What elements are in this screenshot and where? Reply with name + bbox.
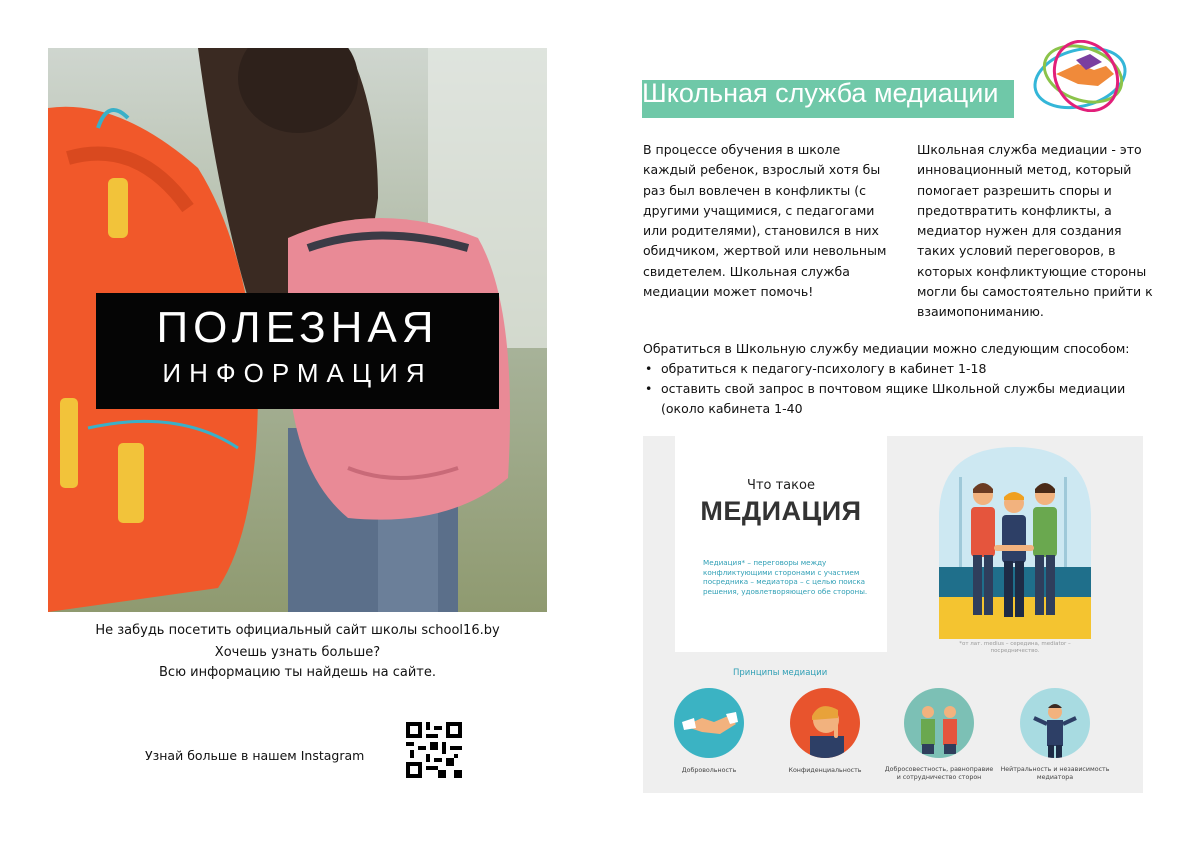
voluntariness-icon	[674, 688, 744, 758]
infographic-title: МЕДИАЦИЯ	[700, 496, 862, 526]
banner-line-1: ПОЛЕЗНАЯ	[156, 303, 439, 352]
page-title: Школьная служба медиации	[642, 78, 999, 108]
infographic-what-is: Что такое	[747, 478, 815, 493]
definition-paragraph: Школьная служба медиации - это инновационный метод, который помогает разрешить споры и предотвратить конфликты, а медиатор нужен для создания таких условий переговоров, в которых конфликтующие стороны могли бы самостоятельно прийти к взаимопониманию.	[917, 142, 1153, 320]
cooperation-icon	[904, 688, 974, 758]
principle-label: Конфиденциальность	[788, 767, 862, 774]
contact-instructions	[643, 339, 1143, 419]
intro-paragraph: В процессе обучения в школе каждый ребенок, взрослый хотя бы раз был вовлечен в конфликты (с другими учащимися, с педагогами или родителями), становился в них обидчиком, жертвой или невольным свидетелем. Школьная служба медиации может помочь!	[643, 142, 887, 300]
site-line-2: Хочешь узнать больше?	[214, 645, 381, 660]
list-item: • оставить свой запрос в почтовом ящике Школьной службы медиации (около кабинета 1-40	[643, 379, 1143, 419]
infographic-footnote: *от лат. medius – середина, mediator – посредничество.	[959, 641, 1071, 654]
neutrality-icon	[1020, 688, 1090, 758]
howto-list	[643, 359, 1143, 419]
principle-label: Нейтральность и независимость медиатора	[1000, 766, 1110, 781]
mediation-scene-illustration	[939, 447, 1091, 639]
infographic-card	[675, 436, 887, 652]
qr-code-icon[interactable]	[406, 722, 462, 778]
banner-line-2: ИНФОРМАЦИЯ	[162, 358, 433, 388]
principles-title: Принципы медиации	[733, 668, 828, 678]
infographic-definition: Медиация* – переговоры между конфликтующими сторонами с участием посредника – медиатора – с целью поиска решения, удовлетворяющего обе стороны.	[703, 558, 868, 596]
principle-label: Добровольность	[681, 767, 737, 774]
list-item: • обратиться к педагогу-психологу в кабинет 1-18	[643, 359, 1143, 379]
confidentiality-icon	[790, 688, 860, 758]
site-line-1: Не забудь посетить официальный сайт школы school16.by	[95, 623, 500, 638]
mediation-logo-icon	[1028, 40, 1132, 112]
principle-label: Добросовестность, равноправие и сотрудничество сторон	[884, 766, 994, 781]
howto-intro: Обратиться в Школьную службу медиации можно следующим способом:	[643, 341, 1130, 356]
instagram-text: Узнай больше в нашем Instagram	[145, 748, 365, 763]
site-line-3: Всю информацию ты найдешь на сайте.	[159, 665, 436, 680]
info-banner	[96, 293, 499, 409]
